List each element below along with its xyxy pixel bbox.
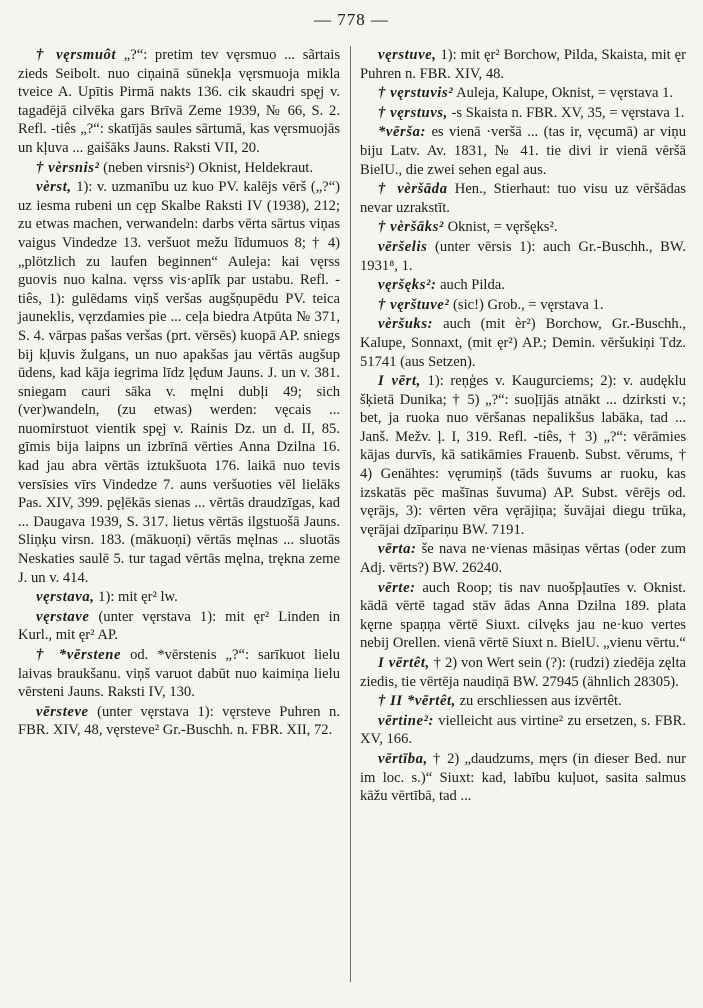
entry-headword: † vèršāks² — [378, 219, 444, 236]
dictionary-entry — [360, 238, 686, 275]
entry-body: Auleja, Kalupe, Oknist, = vęrstava 1. — [456, 85, 674, 102]
entry-body: -s Skaista n. FBR. XV, 35, = vęrstava 1. — [451, 104, 685, 121]
right-column — [360, 46, 686, 807]
entry-body: auch (mit èr²) Borchow, Gr.-Buschh., Kalupe, Sonnaxt, (mit ęr²) AP.; Demin. vēršukiņi Tdz. 51741 (aus Setzen). — [360, 316, 687, 370]
entry-headword: vęrstava, — [36, 589, 95, 606]
dictionary-entry — [18, 703, 340, 740]
dictionary-entry — [18, 608, 340, 645]
entry-body: še nava ne·vienas māsiņas vērtas (oder zum Adj. vērts?) BW. 26240. — [360, 541, 686, 577]
entry-headword: *vērša: — [378, 124, 426, 141]
entry-headword: vęrstave — [36, 608, 90, 625]
entry-body: (unter vęrstava 1): vęrsteve Puhren n. FBR. XIV, 48, vęrsteve² Gr.-Buschh. n. FBR. XII, 72. — [18, 703, 340, 739]
entry-headword: † II *vērtêt, — [378, 693, 456, 710]
entry-headword: † vèrsnis² — [36, 159, 100, 176]
entry-headword: † vęrštuve² — [378, 296, 450, 313]
entry-body: es vienā ·veršā ... (tas ir, vęcumā) ar viņu biju Latv. Av. 1831, № 41. tie divi ir vienā vēršā BielU., die zwei sehen egal aus. — [360, 124, 686, 178]
entry-headword: vērtība, — [378, 750, 428, 767]
entry-headword: vęrstuve, — [378, 47, 437, 63]
entry-body: auch Roop; tis nav nuošpļautīes v. Oknist. kādā vērtē tagad stāv ādas Anna Dzilna 189. plata kęrne spaņņa vērtē Siuxt. cilvęks jau ne·kuo vertes nebij Orellen. vienā vērtē Siuxt n. BielU. „vienu vērtu.“ — [360, 579, 686, 652]
entry-headword: vēršelis — [378, 238, 428, 255]
dictionary-entry — [360, 540, 686, 577]
entry-body: 1): reņģes v. Kaugurciems; 2): v. audęklu šķietā Dunika; † 5) „?“: suoļījās atnākt ... dzirksti v.; bet, ja ruoka nuo vēršanas nepalikšus labāka, tad ... Janš. Mežv. ļ. I, 319. Refl. -tiês, † 3) „?“: vērāmies kājas durvīs, kā satikāmies Frauenb. Subst. vērums, † 4) Genähtes: vęrumiņš (tāds šuvums ar ruoku, kas izskatās pēc mašīnas šuvuma) AP. Subst. vērējs od. vęrājs, 3): vērten vēra vęrājiņa; šuvājai diegu trūka, vęrājai dzīpariņu BW. 7191. — [360, 373, 686, 538]
entry-body: od. *vērstenis „?“: sarīkuot lielu laivas braukšanu. viņš varuot dabūt nuo kaimiņa lielu vērsteni Jauns. Raksti IV, 130. — [18, 647, 340, 701]
left-column — [18, 46, 340, 741]
entry-body: „?“: pretim tev vęrsmuo ... sãrtais zieds Seibolt. nuo ciņainā sūnekļa vęrsmuoja mikla tveice A. Upītis Pirmā nakts 136. cik skaudri spęj v. tagadējā cilvēka gars Brīvā Zeme 1939, № 66, S. 2. Refl. -tiês „?“: skatījās saules sārtumā, kas vęrsmuojās un kļuva ... gaišāks Jauns. Raksti VII, 20. — [18, 47, 340, 156]
entry-headword: vèršuks: — [378, 316, 434, 333]
entry-body: † 2) von Wert sein (?): (rudzi) ziedēja zęlta ziedis, tie vērtēja naudiņā BW. 27945 (ähnlich 28305). — [360, 655, 686, 690]
dictionary-entry — [360, 104, 686, 123]
entry-headword: † vèršāda — [378, 181, 448, 198]
entry-body: auch Pilda. — [440, 277, 505, 294]
entry-body: † 2) „daudzums, męrs (in dieser Bed. nur im loc. s.)“ Siuxt: kad, labību kuļuot, sasita salmus kāžu vērtībā, tad ... — [360, 750, 686, 805]
entry-body: 1): mit ęr² Borchow, Pilda, Skaista, mit ęr Puhren n. FBR. XIV, 48. — [360, 47, 686, 82]
entry-headword: vērtine²: — [378, 712, 434, 729]
entry-body: (sic!) Grob., = vęrstava 1. — [453, 296, 604, 313]
entry-body: (unter vērsis 1): auch Gr.-Buschh., BW. 1931⁸, 1. — [360, 238, 686, 274]
dictionary-entry — [360, 692, 686, 711]
entry-body: (unter vęrstava 1): mit ęr² Linden in Kurl., mit ęr² AP. — [18, 608, 340, 644]
entry-body: 1): v. uzmanību uz kuo PV. kalējs vērš („?“) uz iesma rubeni un cęp Skalbe Raksti IV (1938), 212; zu etwas machen, verwandeln: darbs vērta sārtus viņas vaigus Vindedze 13. veršuot mežu līdumuos 8; † 4) „plötzlich zu laufen beginnen“ Auleja: kai vęrss guovis nuo kalna. vęrss vis·aplīk par ustabu. Refl. -tiês, 1): gulēdams viņš veršas augšņupēdu PV. teica jauneklis, vęrzdamies pie ... ceļa biedra Atpūta № 371, S. 4. vārpas pašas veršas (prt. vērsēs) kuopā AP. sniegs bij kļuvis žulgans, un nuo apakšas jau vērtās augšup ūdens, kad kāja iegrima līdz ļęduм Jauns. J. un v. 381. sniegam cauri sāka v. męlni dubļi 49; sich (ver)wandeln, (zu etwas) werden: vęcais ... nuomirstuot vientik spęj v. Rainis Dz. un d. II, 85. gīmis bija laipns un izbrīnā vērties Anna Dzilna 16. kad jau abra vērtās iztukšuota 176. laikā nuo tevis versīsies vīrs Vindedze 7. auns veršuoties vēl lielāks Pas. XIV, 399. pęļēkās sienas ... vērtās draudzīgas, kad ... Daugava 1939, S. 317. lietus vērtās ilgstuošā Jauns. Sliņķu virsn. 183. (mākuoņi) vērtās męlnas ... sluotās Neskaties saulē 5. tur tagad vērtās męlna, trękna zeme J. un v. 414. — [18, 179, 340, 586]
dictionary-entry — [360, 180, 686, 217]
entry-headword: vērsteve — [36, 703, 89, 720]
dictionary-entry — [18, 646, 340, 702]
page-number: — 778 — — [314, 10, 389, 29]
entry-headword: I vērt, — [378, 373, 421, 390]
entry-body: zu erschliessen aus izvērtêt. — [459, 693, 622, 710]
entry-headword: † vęrsmuôt — [36, 47, 117, 63]
dictionary-entry — [360, 750, 686, 806]
entry-headword: vèrst, — [36, 179, 72, 196]
entry-headword: † *vērstene — [36, 647, 122, 663]
dictionary-entry — [360, 654, 686, 691]
entry-body: (neben virsnis²) Oknist, Heldekraut. — [103, 159, 313, 176]
entry-body: vielleicht aus virtine² zu ersetzen, s. FBR. XV, 166. — [360, 712, 686, 748]
dictionary-entry — [360, 276, 686, 295]
entry-body: Hen., Stierhaut: tuo visu uz vēršādas nevar uzrakstīt. — [360, 181, 686, 216]
dictionary-entry — [360, 84, 686, 103]
dictionary-entry — [360, 712, 686, 749]
entry-headword: I vērtêt, — [378, 655, 430, 671]
entry-headword: † vęrstuvs, — [378, 104, 448, 121]
entry-body: 1): mit ęr² lw. — [98, 589, 178, 606]
dictionary-entry — [18, 588, 340, 607]
entry-headword: vęršęks²: — [378, 277, 437, 294]
dictionary-entry — [360, 218, 686, 237]
dictionary-entry — [360, 46, 686, 83]
entry-headword: vērte: — [378, 579, 416, 596]
dictionary-entry — [360, 296, 686, 315]
dictionary-entry — [18, 178, 340, 587]
dictionary-entry — [18, 159, 340, 178]
column-divider — [350, 46, 351, 982]
entry-body: Oknist, = vęršęks². — [447, 219, 558, 236]
entry-headword: † vęrstuvis² — [378, 85, 454, 102]
dictionary-entry — [18, 46, 340, 158]
entry-headword: vērta: — [378, 541, 417, 558]
dictionary-entry — [360, 579, 686, 653]
dictionary-entry — [360, 315, 686, 371]
dictionary-entry — [360, 372, 686, 539]
dictionary-entry — [360, 123, 686, 179]
